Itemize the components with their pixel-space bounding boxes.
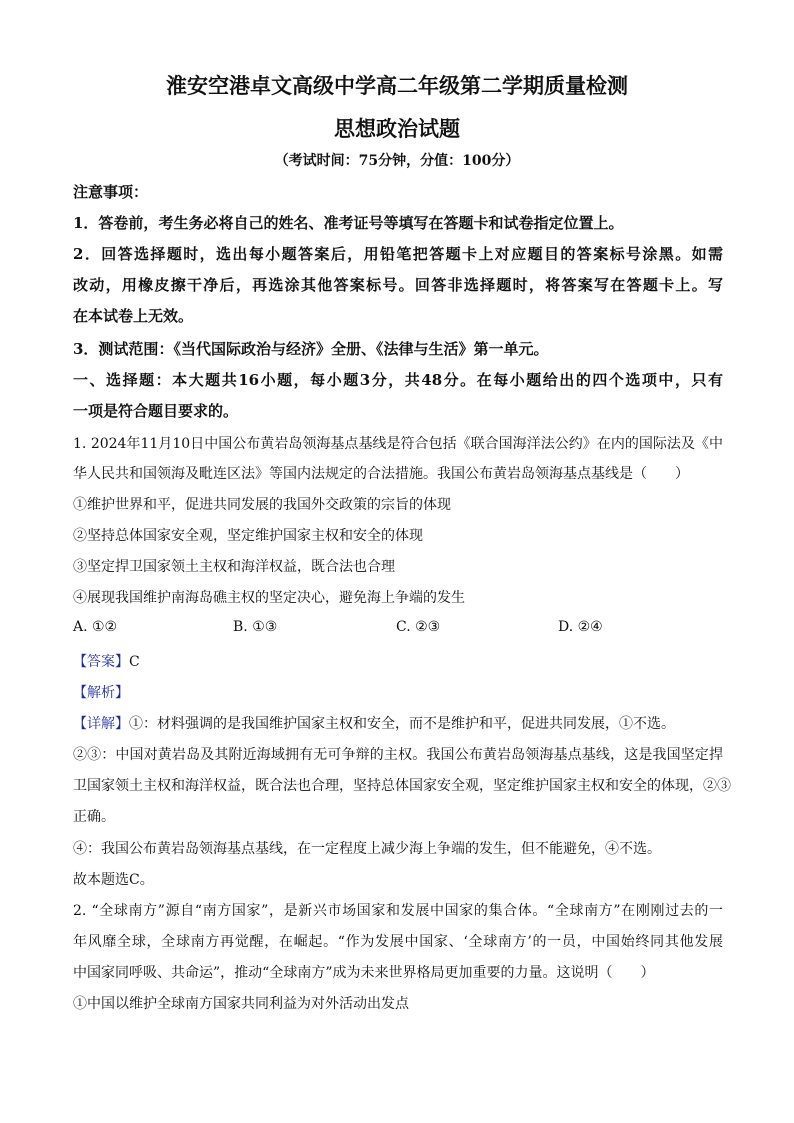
subject-title: 思想政治试题 [334, 116, 460, 141]
q1-statement-2: ②坚持总体国家安全观，坚定维护国家主权和安全的体现 [73, 528, 423, 544]
q1-option-d: D. ②④ [558, 619, 603, 635]
q1-statement-4: ④展现我国维护南海岛礁主权的坚定决心，避免海上争端的发生 [73, 590, 465, 606]
note-item-2-line-2: 改动，用橡皮擦干净后，再选涂其他答案标号。回答非选择题时，将答案写在答题卡上。写 [73, 276, 723, 294]
q2-stem-line-1: 2. “全球南方”源自“南方国家”，是新兴市场国家和发展中国家的集合体。“全球南方”在刚刚过去的一 [73, 903, 723, 919]
q1-analysis-tag: 【解析】 [73, 685, 129, 701]
q1-option-b: B. ①③ [233, 619, 278, 635]
note-item-3: 3．测试范围：《当代国际政治与经济》全册、《法律与生活》第一单元。 [73, 340, 549, 358]
q1-detail-2-line-1: ②③：中国对黄岩岛及其附近海域拥有无可争辩的主权。我国公布黄岩岛领海基点基线，这是我国坚定捍 [73, 747, 723, 763]
q1-stem-line-2: 华人民共和国领海及毗连区法》等国内法规定的合法措施。我国公布黄岩岛领海基点基线是（ ） [73, 466, 689, 482]
q1-option-a: A. ①② [73, 619, 118, 635]
answer-value: C [129, 654, 140, 670]
note-item-2-line-3: 在本试卷上无效。 [73, 307, 194, 325]
q1-stem-line-1: 1. 2024年11月10日中国公布黄岩岛领海基点基线是符合包括《联合国海洋法公约》在内的国际法及《中 [73, 436, 723, 452]
detail-text-1: ①：材料强调的是我国维护国家主权和安全，而不是维护和平，促进共同发展，①不选。 [129, 716, 675, 732]
section1-heading-line-2: 一项是符合题目要求的。 [73, 402, 239, 420]
q1-option-c: C. ②③ [396, 619, 441, 635]
q2-stem-line-2: 年风靡全球，全球南方再觉醒，在崛起。“作为发展中国家、‘全球南方’的一员，中国始终同其他发展 [73, 934, 723, 950]
q1-statement-3: ③坚定捍卫国家领土主权和海洋权益，既合法也合理 [73, 559, 395, 575]
q1-detail-1 [73, 713, 723, 733]
q1-statement-1: ①维护世界和平，促进共同发展的我国外交政策的宗旨的体现 [73, 497, 451, 513]
answer-tag: 【答案】 [73, 654, 129, 670]
section1-heading-line-1: 一、选择题：本大题共16小题，每小题3分，共48分。在每小题给出的四个选项中，只有 [73, 371, 723, 389]
q2-stem-line-3: 中国家同呼吸、共命运”，推动“全球南方”成为未来世界格局更加重要的力量。这说明（ ） [73, 965, 655, 981]
note-item-2-line-1: 2．回答选择题时，选出每小题答案后，用铅笔把答题卡上对应题目的答案标号涂黑。如需 [73, 245, 723, 263]
q1-detail-2-line-3: 正确。 [73, 809, 115, 825]
note-item-1: 1．答卷前，考生务必将自己的姓名、准考证号等填写在答题卡和试卷指定位置上。 [73, 214, 624, 232]
detail-tag: 【详解】 [73, 716, 129, 732]
exam-info: （考试时间：75分钟，分值：100分） [274, 153, 520, 169]
notes-heading: 注意事项： [73, 183, 149, 201]
q1-conclusion: 故本题选C。 [73, 872, 154, 888]
q1-answer [73, 651, 723, 671]
q1-detail-3: ④：我国公布黄岩岛领海基点基线，在一定程度上减少海上争端的发生，但不能避免，④不选。 [73, 841, 661, 857]
q2-statement-1: ①中国以维护全球南方国家共同利益为对外活动出发点 [73, 996, 409, 1012]
q1-detail-2-line-2: 卫国家领土主权和海洋权益，既合法也合理，坚持总体国家安全观，坚定维护国家主权和安全的体现，②③ [73, 778, 731, 794]
exam-title: 淮安空港卓文高级中学高二年级第二学期质量检测 [166, 73, 628, 98]
